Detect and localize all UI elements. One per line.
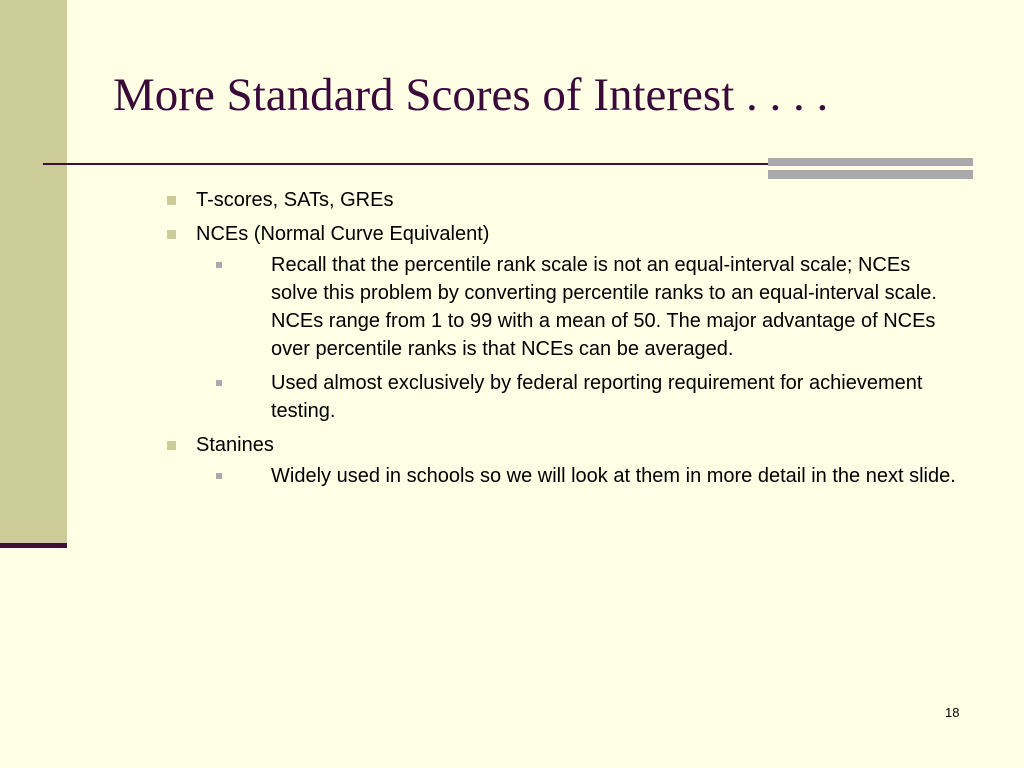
square-bullet-icon: [167, 196, 176, 205]
small-square-bullet-icon: [216, 473, 222, 479]
gray-bar-top: [768, 158, 973, 166]
sub-bullet-item: [165, 462, 956, 490]
bullet-item-tscores: [165, 186, 965, 215]
bullet-text: Stanines: [196, 434, 274, 456]
sub-bullet-text: Recall that the percentile rank scale is not an equal-interval scale; NCEs solve this problem by converting percentile ranks to an equal-interval scale. NCEs range from 1 to 99 with a mean of 50. The major advantage of NCEs over percentile ranks is that NCEs can be averaged.: [271, 254, 937, 360]
title-divider: [43, 163, 768, 165]
small-square-bullet-icon: [216, 380, 222, 386]
bullet-item-nces: [165, 220, 965, 425]
bullet-text: T-scores, SATs, GREs: [196, 189, 394, 211]
bullet-item-stanines: [165, 431, 965, 490]
slide-title: More Standard Scores of Interest . . . .: [113, 69, 829, 121]
slide-body: [165, 186, 965, 496]
sub-bullet-text: Used almost exclusively by federal reporting requirement for achievement testing.: [271, 372, 923, 422]
sub-bullet-list: [196, 462, 965, 490]
left-band-underline: [0, 543, 67, 548]
sub-bullet-item: [165, 251, 956, 363]
sub-bullet-item: [165, 369, 956, 425]
bullet-text: NCEs (Normal Curve Equivalent): [196, 223, 490, 245]
sub-bullet-text: Widely used in schools so we will look at them in more detail in the next slide.: [271, 465, 956, 487]
square-bullet-icon: [167, 441, 176, 450]
small-square-bullet-icon: [216, 262, 222, 268]
square-bullet-icon: [167, 230, 176, 239]
page-number: 18: [945, 705, 960, 720]
bullet-list: [165, 186, 965, 490]
gray-bar-bottom: [768, 170, 973, 179]
left-decorative-band: [0, 0, 67, 545]
decorative-gray-bars: [768, 158, 973, 179]
sub-bullet-list: [196, 251, 965, 425]
